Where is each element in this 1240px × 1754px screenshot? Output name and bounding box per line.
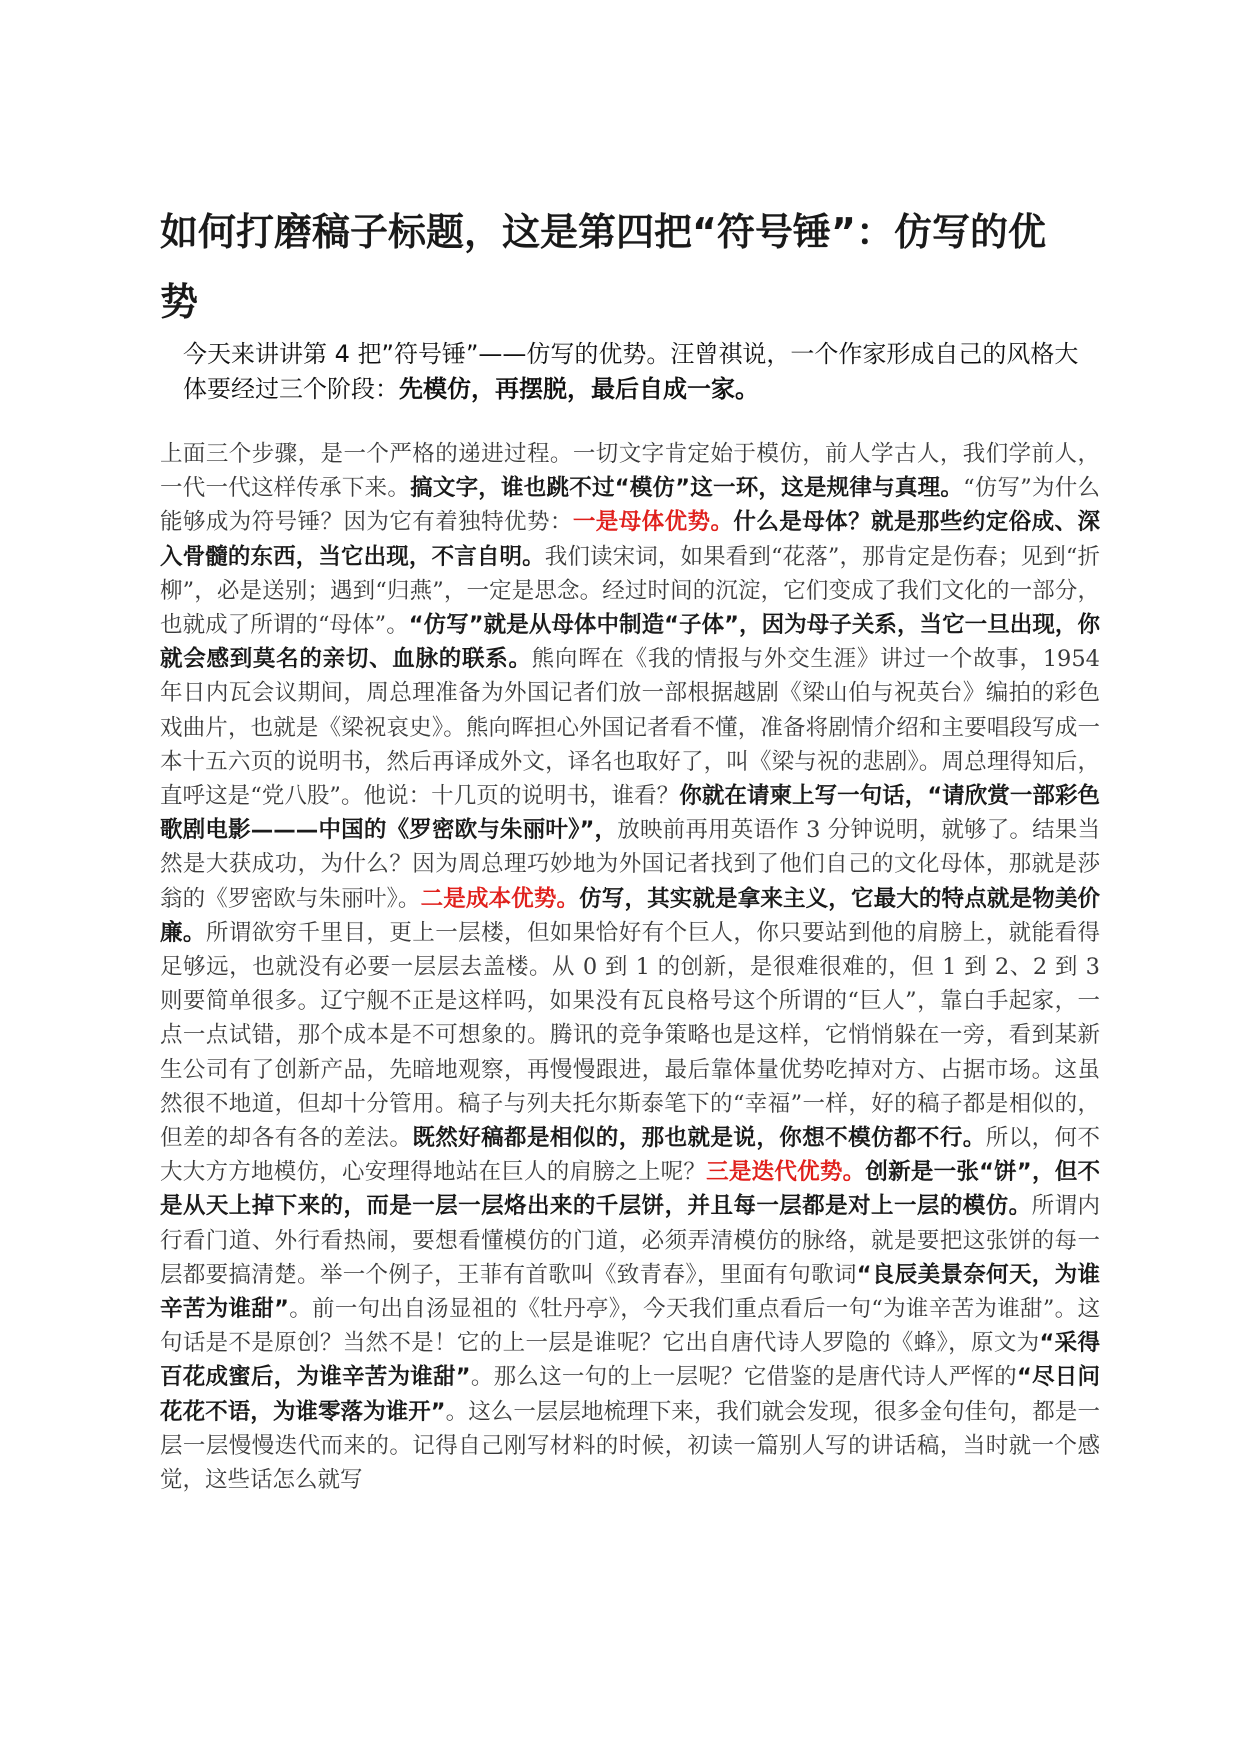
body-text: “仿写”为什么能够成为符号锤？因为它有着独特优势： bbox=[160, 475, 1100, 536]
intro-paragraph bbox=[183, 337, 1083, 407]
page-title: 如何打磨稿子标题，这是第四把“符号锤”：仿写的优势 bbox=[160, 210, 1046, 324]
red-heading-3: 三是迭代优势。 bbox=[706, 1159, 866, 1186]
body-text: 所以，何不大大方方地模仿，心安理得地站在巨人的肩膀之上呢？ bbox=[160, 1125, 1100, 1186]
bold-emphasis: 创新是一张“饼”，但不是从天上掉下来的，而是一层一层烙出来的千层饼，并且每一层都是对上一层的模仿。 bbox=[160, 1159, 1100, 1220]
red-heading-2: 二是成本优势。 bbox=[420, 885, 580, 912]
bold-emphasis: 搞文字，谁也跳不过“模仿”这一环，这是规律与真理。 bbox=[410, 475, 964, 502]
body-text: 所谓欲穷千里目，更上一层楼，但如果恰好有个巨人，你只要站到他的肩膀上，就能看得足够远，也就没有必要一层层去盖楼。从 0 到 1 的创新，是很难很难的，但 1 到 2、2 到 3 则要简单很多。辽宁舰不正是这样吗，如果没有瓦良格号这个所谓的“巨人”，靠白手起家，一点一点试错，那个成本是不可想象的。腾讯的竞争策略也是这样，它悄悄躲在一旁，看到某新生公司有了创新产品，先暗地观察，再慢慢跟进，最后靠体量优势吃掉对方、占据市场。这虽然很不地道，但却十分管用。稿子与列夫托尔斯泰笔下的“幸福”一样，好的稿子都是相似的，但差的却各有各的差法。 bbox=[160, 919, 1100, 1152]
body-paragraph bbox=[160, 437, 1100, 1497]
body-text: 上面三个步骤，是一个严格的递进过程。一切文字肯定始于模仿，前人学古人，我们学前人，一代一代这样传承下来。 bbox=[160, 441, 1100, 502]
body-text: 。这么一层层地梳理下来，我们就会发现，很多金句佳句，都是一层一层慢慢迭代而来的。记得自己刚写材料的时候，初读一篇别人写的讲话稿，当时就一个感觉，这些话怎么就写 bbox=[160, 1398, 1100, 1494]
bold-emphasis: 仿写，其实就是拿来主义，它最大的特点就是物美价廉。 bbox=[160, 885, 1100, 946]
body-text: 熊向晖在《我的情报与外交生涯》讲过一个故事，1954 年日内瓦会议期间，周总理准备为外国记者们放一部根据越剧《梁山伯与祝英台》编拍的彩色戏曲片，也就是《梁祝哀史》。熊向晖担心外国记者看不懂，准备将剧情介绍和主要唱段写成一本十五六页的说明书，然后再译成外文，译名也取好了，叫《梁与祝的悲剧》。周总理得知后，直呼这是“党八股”。他说：十几页的说明书，谁看？ bbox=[160, 646, 1100, 810]
bold-emphasis: 既然好稿都是相似的，那也就是说，你想不模仿都不行。 bbox=[412, 1125, 986, 1152]
bold-quote: “良辰美景奈何天，为谁辛苦为谁甜” bbox=[160, 1261, 1100, 1323]
intro-text: 今天来讲讲第 4 把”符号锤”——仿写的优势。汪曾祺说，一个作家形成自己的风格大体要经过三个阶段： bbox=[183, 340, 1079, 403]
bold-emphasis: 什么是母体？就是那些约定俗成、深入骨髓的东西，当它出现，不言自明。 bbox=[160, 509, 1100, 570]
body-text: 我们读宋词，如果看到“花落”，那肯定是伤春；见到“折柳”，必是送别；遇到“归燕”，一定是思念。经过时间的沉淀，它们变成了我们文化的一部分，也就成了所谓的“母体”。 bbox=[160, 543, 1100, 639]
intro-emphasis: 先模仿，再摆脱，最后自成一家。 bbox=[399, 375, 759, 403]
bold-quote: “采得百花成蜜后，为谁辛苦为谁甜” bbox=[160, 1330, 1100, 1391]
body-text: 所谓内行看门道、外行看热闹，要想看懂模仿的门道，必须弄清模仿的脉络，就是要把这张饼的每一层都要搞清楚。举一个例子，王菲有首歌叫《致青春》，里面有句歌词 bbox=[160, 1193, 1100, 1288]
red-heading-1: 一是母体优势。 bbox=[572, 509, 734, 536]
bold-emphasis: “仿写”就是从母体中制造“子体”，因为母子关系，当它一旦出现，你就会感到莫名的亲切、血脉的联系。 bbox=[160, 612, 1100, 673]
body-text: 。前一句出自汤显祖的《牡丹亭》，今天我们重点看后一句“为谁辛苦为谁甜”。这句话是不是原创？当然不是！它的上一层是谁呢？它出自唐代诗人罗隐的《蜂》，原文为 bbox=[160, 1296, 1100, 1357]
bold-quote: “尽日问花花不语，为谁零落为谁开” bbox=[160, 1364, 1100, 1425]
body-text: 放映前再用英语作 3 分钟说明，就够了。结果当然是大获成功，为什么？因为周总理巧妙地为外国记者找到了他们自己的文化母体，那就是莎翁的《罗密欧与朱丽叶》。 bbox=[160, 817, 1100, 912]
bold-emphasis: 你就在请柬上写一句话，“请欣赏一部彩色歌剧电影———中国的《罗密欧与朱丽叶》”， bbox=[160, 783, 1100, 844]
body-text: 。那么这一句的上一层呢？它借鉴的是唐代诗人严恽的 bbox=[470, 1364, 1017, 1391]
